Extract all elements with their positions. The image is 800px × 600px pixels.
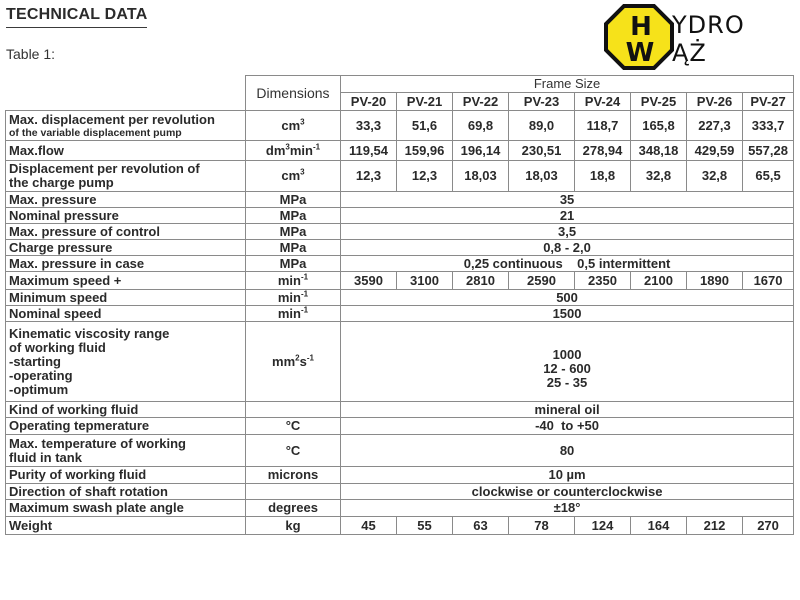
value-cell: 32,8 [687, 161, 743, 192]
value-cell: 124 [575, 517, 631, 535]
row-label-line: -optimum [9, 381, 69, 397]
row-label: Max.flow [6, 141, 246, 161]
value-cell: 10 µm [341, 467, 794, 484]
row-fluid-kind [6, 402, 794, 418]
header-empty-cell [6, 76, 246, 111]
row-unit [246, 161, 341, 192]
row-unit [246, 111, 341, 141]
row-unit: MPa [246, 208, 341, 224]
model-header: PV-22 [453, 93, 509, 111]
row-purity [6, 467, 794, 484]
logo-word-ydro: YDRO [672, 11, 745, 39]
value-cell: 119,54 [341, 141, 397, 161]
row-unit: MPa [246, 224, 341, 240]
row-unit: degrees [246, 500, 341, 517]
value-cell: -40 to +50 [341, 418, 794, 435]
unit-sup: -1 [301, 305, 309, 315]
row-unit [246, 290, 341, 306]
unit-sup: 3 [300, 117, 305, 127]
unit-base: cm [281, 117, 301, 133]
row-label-line: of working fluid [9, 339, 106, 355]
unit-sup: -1 [306, 353, 314, 363]
value-cell: 333,7 [743, 111, 794, 141]
row-label-line: Kinematic viscosity range [9, 325, 170, 341]
unit-base: min [277, 289, 301, 305]
row-label: Maximum swash plate angle [6, 500, 246, 517]
value-cell: 33,3 [341, 111, 397, 141]
unit-sup: 3 [300, 167, 305, 177]
value-cell: 118,7 [575, 111, 631, 141]
value-cell: 227,3 [687, 111, 743, 141]
model-header: PV-25 [631, 93, 687, 111]
row-label: Max. pressure [6, 192, 246, 208]
model-header: PV-27 [743, 93, 794, 111]
row-unit: °C [246, 435, 341, 467]
unit-base: dm [265, 142, 286, 158]
row-label-line: the charge pump [9, 175, 114, 190]
row-weight [6, 517, 794, 535]
row-case-pressure [6, 256, 794, 272]
row-label [6, 435, 246, 467]
row-swash-angle [6, 500, 794, 517]
value-cell: 45 [341, 517, 397, 535]
row-unit: MPa [246, 240, 341, 256]
value-cell: 348,18 [631, 141, 687, 161]
unit-base: min [277, 305, 301, 321]
row-label: Max. pressure in case [6, 256, 246, 272]
model-header: PV-20 [341, 93, 397, 111]
row-unit [246, 484, 341, 500]
hydro-waz-logo [604, 4, 794, 70]
row-label-line: -operating [9, 367, 73, 383]
row-nominal-pressure [6, 208, 794, 224]
row-max-speed [6, 272, 794, 290]
row-label: Charge pressure [6, 240, 246, 256]
row-displacement [6, 111, 794, 141]
value-cell: clockwise or counterclockwise [341, 484, 794, 500]
value-cell: 18,03 [453, 161, 509, 192]
value-cell: 12,3 [341, 161, 397, 192]
row-viscosity [6, 322, 794, 402]
value-cell: 500 [341, 290, 794, 306]
value-cell: ±18° [341, 500, 794, 517]
value-cell: 0,25 continuous 0,5 intermittent [341, 256, 794, 272]
row-unit [246, 141, 341, 161]
row-label: Nominal speed [6, 306, 246, 322]
technical-data-table [5, 75, 794, 535]
row-unit [246, 322, 341, 402]
row-max-flow [6, 141, 794, 161]
value-cell: 2100 [631, 272, 687, 290]
row-unit: microns [246, 467, 341, 484]
row-label: Minimum speed [6, 290, 246, 306]
row-label [6, 161, 246, 192]
value-cell: 78 [509, 517, 575, 535]
row-label: Nominal pressure [6, 208, 246, 224]
value-cell: 89,0 [509, 111, 575, 141]
row-label-line: Max. temperature of working [9, 435, 186, 451]
row-label: Max. pressure of control [6, 224, 246, 240]
unit-base: s [299, 353, 307, 369]
value-cell: 230,51 [509, 141, 575, 161]
row-control-pressure [6, 224, 794, 240]
row-unit: MPa [246, 192, 341, 208]
row-nominal-speed [6, 306, 794, 322]
dimensions-header: Dimensions [246, 76, 341, 111]
value-cell: 32,8 [631, 161, 687, 192]
value-cell: 63 [453, 517, 509, 535]
value-line: 25 - 35 [546, 375, 588, 390]
value-cell: 3590 [341, 272, 397, 290]
row-unit: kg [246, 517, 341, 535]
value-cell: 65,5 [743, 161, 794, 192]
unit-base: min [277, 272, 301, 288]
unit-base: min [289, 142, 313, 158]
value-cell: 270 [743, 517, 794, 535]
unit-base: mm [272, 353, 296, 369]
value-cell: 35 [341, 192, 794, 208]
logo-letter-w: W [625, 38, 655, 68]
row-label-line: fluid in tank [9, 449, 82, 465]
row-rotation [6, 484, 794, 500]
value-cell: 18,03 [509, 161, 575, 192]
row-label: Weight [6, 517, 246, 535]
value-cell: 196,14 [453, 141, 509, 161]
row-label: Direction of shaft rotation [6, 484, 246, 500]
unit-sup: -1 [301, 289, 309, 299]
value-cell: 2590 [509, 272, 575, 290]
row-label-line: Displacement per revolution of [9, 161, 200, 176]
row-label-line: of the variable displacement pump [9, 126, 182, 139]
value-cell: 164 [631, 517, 687, 535]
row-label: Kind of working fluid [6, 402, 246, 418]
logo-word-az: ĄŻ [672, 39, 707, 67]
value-cell: 212 [687, 517, 743, 535]
unit-sup: -1 [312, 142, 321, 152]
row-unit: °C [246, 418, 341, 435]
value-cell: mineral oil [341, 402, 794, 418]
row-min-speed [6, 290, 794, 306]
row-max-pressure [6, 192, 794, 208]
row-label [6, 111, 246, 141]
logo-letter-h: H [630, 12, 652, 42]
table-caption: Table 1: [6, 46, 56, 62]
row-label-line: -starting [9, 353, 61, 369]
row-label: Purity of working fluid [6, 467, 246, 484]
row-unit [246, 306, 341, 322]
frame-size-header: Frame Size [341, 76, 794, 93]
row-label: Maximum speed + [6, 272, 246, 290]
value-cell: 1670 [743, 272, 794, 290]
value-cell: 3,5 [341, 224, 794, 240]
value-cell: 51,6 [397, 111, 453, 141]
unit-sup: 2 [295, 353, 300, 363]
value-cell: 3100 [397, 272, 453, 290]
value-cell: 0,8 - 2,0 [341, 240, 794, 256]
value-line: 1000 [552, 347, 582, 362]
model-header: PV-21 [397, 93, 453, 111]
row-tank-temperature [6, 435, 794, 467]
model-header: PV-26 [687, 93, 743, 111]
value-cell: 159,96 [397, 141, 453, 161]
value-line: 12 - 600 [543, 361, 591, 376]
row-label-line: Max. displacement per revolution [9, 111, 215, 127]
model-header: PV-23 [509, 93, 575, 111]
row-unit [246, 402, 341, 418]
value-cell: 429,59 [687, 141, 743, 161]
value-cell: 18,8 [575, 161, 631, 192]
row-operating-temperature [6, 418, 794, 435]
value-cell: 1890 [687, 272, 743, 290]
value-cell: 55 [397, 517, 453, 535]
row-unit: MPa [246, 256, 341, 272]
row-label: Operating tepmerature [6, 418, 246, 435]
value-cell: 1500 [341, 306, 794, 322]
value-cell: 2350 [575, 272, 631, 290]
page-title: TECHNICAL DATA [6, 6, 147, 28]
unit-sup: 3 [285, 142, 290, 152]
logo-octagon [604, 4, 674, 70]
value-cell: 21 [341, 208, 794, 224]
row-charge-pressure [6, 240, 794, 256]
model-header: PV-24 [575, 93, 631, 111]
value-cell: 69,8 [453, 111, 509, 141]
value-cell: 2810 [453, 272, 509, 290]
value-cell: 80 [341, 435, 794, 467]
row-unit [246, 272, 341, 290]
value-cell: 165,8 [631, 111, 687, 141]
value-cell: 12,3 [397, 161, 453, 192]
unit-base: cm [281, 168, 301, 183]
value-cell [341, 322, 794, 402]
unit-sup: -1 [301, 272, 309, 282]
row-label [6, 322, 246, 402]
value-cell: 278,94 [575, 141, 631, 161]
row-charge-displacement [6, 161, 794, 192]
value-cell: 557,28 [743, 141, 794, 161]
